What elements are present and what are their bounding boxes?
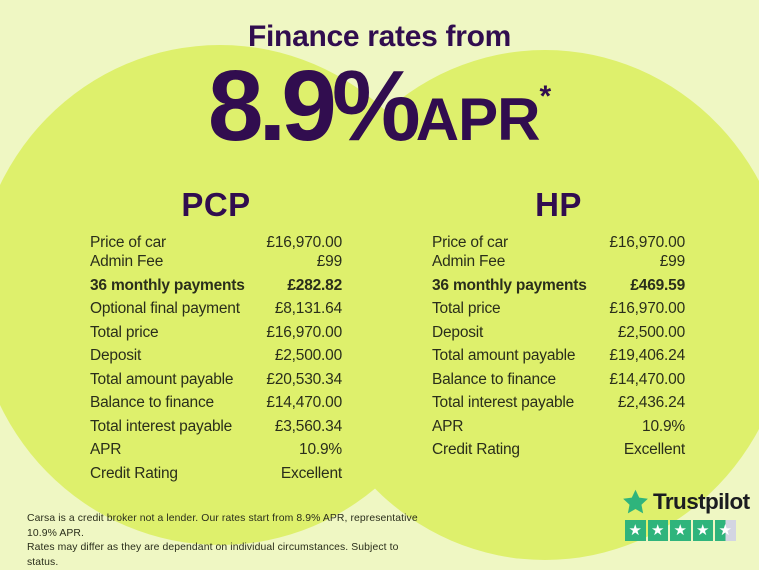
row-label: Admin Fee xyxy=(432,253,506,270)
finance-row xyxy=(432,346,685,365)
finance-row xyxy=(90,393,342,412)
finance-row xyxy=(432,276,685,295)
row-value: £99 xyxy=(316,253,342,270)
row-label: Price of car xyxy=(432,234,508,251)
row-label: Total interest payable xyxy=(432,394,575,411)
trustpilot-wordmark: Trustpilot xyxy=(653,488,750,514)
column-header-hp: HP xyxy=(535,186,582,223)
row-value: £14,470.00 xyxy=(609,370,685,388)
row-label: APR xyxy=(432,417,464,435)
row-value: £16,970.00 xyxy=(609,300,685,317)
row-label: Price of car xyxy=(90,234,166,251)
row-value: £16,970.00 xyxy=(609,234,685,251)
row-value: £99 xyxy=(659,253,685,270)
finance-row xyxy=(432,393,685,412)
row-value: 10.9% xyxy=(642,417,685,435)
finance-row xyxy=(90,417,342,436)
finance-row xyxy=(90,464,342,483)
row-value: £16,970.00 xyxy=(266,234,342,251)
finance-row xyxy=(432,370,685,389)
row-label: Balance to finance xyxy=(432,370,556,388)
row-value: £2,500.00 xyxy=(274,347,342,364)
column-header-pcp: PCP xyxy=(181,186,251,223)
row-value: £2,500.00 xyxy=(617,323,685,341)
star-glyph-icon: ★ xyxy=(628,521,642,539)
row-label: 36 monthly payments xyxy=(90,276,245,294)
row-label: Total price xyxy=(90,323,159,341)
pcp-column xyxy=(90,188,342,483)
finance-row xyxy=(90,299,342,318)
apr-label: APR xyxy=(415,86,540,153)
finance-row xyxy=(90,252,342,271)
row-value: Excellent xyxy=(280,464,342,482)
star-full xyxy=(693,520,714,541)
finance-row xyxy=(432,417,685,436)
finance-row xyxy=(432,323,685,342)
finance-row xyxy=(90,323,342,342)
trustpilot-brand xyxy=(622,488,750,515)
star-full xyxy=(648,520,669,541)
hp-column xyxy=(432,188,685,459)
finance-row xyxy=(90,440,342,459)
row-label: Optional final payment xyxy=(90,300,240,317)
row-label: Total amount payable xyxy=(90,370,234,388)
row-value: £8,131.64 xyxy=(274,300,342,317)
row-value: £20,530.34 xyxy=(266,370,342,388)
star-half xyxy=(715,520,736,541)
trustpilot-rating-stars xyxy=(625,520,750,541)
rate-value: 8.9% xyxy=(207,50,416,162)
disclaimer-line-1: Carsa is a credit broker not a lender. Our rates start from 8.9% APR, representative 10.9% APR. xyxy=(27,513,418,539)
finance-row xyxy=(432,440,685,459)
row-label: Credit Rating xyxy=(432,441,520,458)
finance-row xyxy=(90,346,342,365)
row-label: Credit Rating xyxy=(90,464,178,482)
row-value: £16,970.00 xyxy=(266,323,342,341)
row-value: £2,436.24 xyxy=(617,394,685,411)
finance-row xyxy=(432,233,685,252)
row-label: Total amount payable xyxy=(432,347,576,364)
row-label: Admin Fee xyxy=(90,253,164,270)
row-label: APR xyxy=(90,441,122,458)
row-label: Total interest payable xyxy=(90,417,233,435)
finance-row xyxy=(90,370,342,389)
star-glyph-icon: ★ xyxy=(718,521,732,539)
apr-asterisk: * xyxy=(539,80,552,113)
row-label: Deposit xyxy=(432,323,484,341)
row-value: £469.59 xyxy=(630,276,685,294)
row-value: 10.9% xyxy=(299,441,342,458)
row-value: Excellent xyxy=(623,441,685,458)
finance-row xyxy=(432,299,685,318)
row-value: £14,470.00 xyxy=(266,394,342,411)
trustpilot-widget xyxy=(622,488,750,541)
row-label: Deposit xyxy=(90,347,142,364)
finance-row xyxy=(90,233,342,252)
row-label: Balance to finance xyxy=(90,394,214,411)
row-value: £19,406.24 xyxy=(609,347,685,364)
star-glyph-icon: ★ xyxy=(696,521,710,539)
star-full xyxy=(625,520,646,541)
headline-rate xyxy=(0,50,759,162)
row-value: £3,560.34 xyxy=(274,417,342,435)
disclaimer-line-2: Rates may differ as they are dependant on individual circumstances. Subject to status. xyxy=(27,542,399,568)
trustpilot-star-icon xyxy=(622,488,649,515)
row-label: Total price xyxy=(432,300,501,317)
finance-row xyxy=(432,252,685,271)
disclaimer xyxy=(27,512,427,570)
finance-row xyxy=(90,276,342,295)
row-label: 36 monthly payments xyxy=(432,276,587,294)
star-glyph-icon: ★ xyxy=(673,521,687,539)
page-title: Finance rates from xyxy=(247,20,512,53)
star-full xyxy=(670,520,691,541)
row-value: £282.82 xyxy=(287,276,342,294)
star-glyph-icon: ★ xyxy=(651,521,665,539)
